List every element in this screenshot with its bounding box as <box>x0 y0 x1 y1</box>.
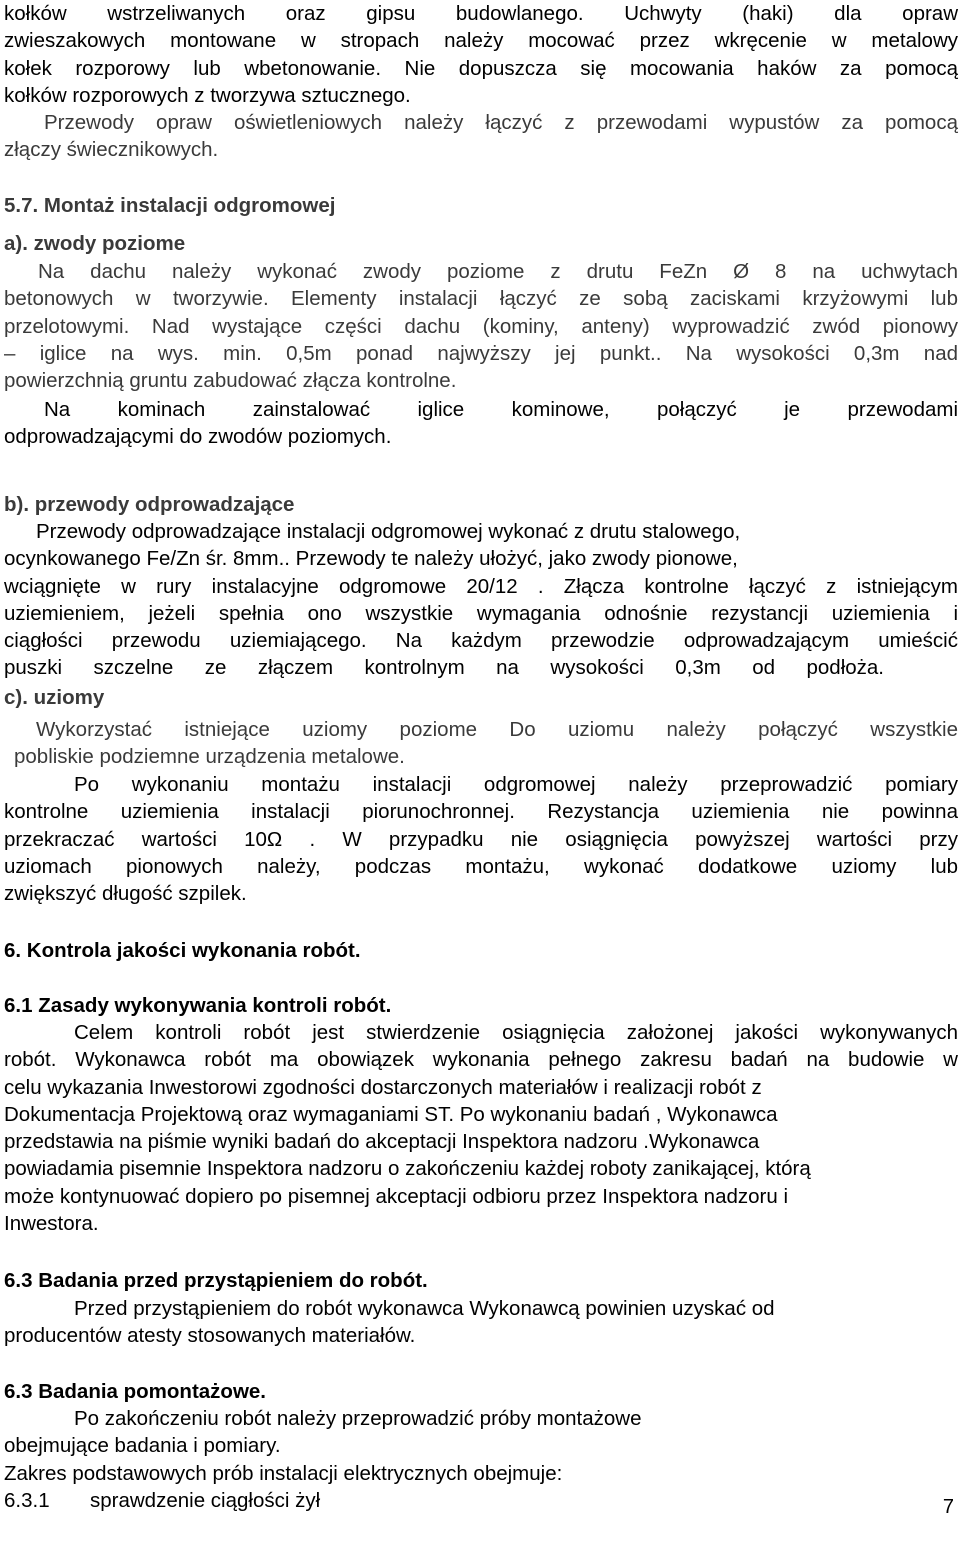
paragraph-line: robót. Wykonawca robót ma obowiązek wykonania pełnego zakresu badań na budowie w <box>4 1048 958 1072</box>
paragraph-line: odprowadzającymi do zwodów poziomych. <box>4 425 392 449</box>
paragraph-line: Celem kontroli robót jest stwierdzenie osiągnięcia założonej jakości wykonywanych <box>74 1021 958 1044</box>
paragraph-line: Po zakończeniu robót należy przeprowadzić próby montażowe <box>74 1407 642 1430</box>
subsection-a-body <box>4 258 958 394</box>
paragraph-line: Po wykonaniu montażu instalacji odgromowej należy przeprowadzić pomiary <box>74 773 958 796</box>
paragraph-line: Zakres podstawowych prób instalacji elektrycznych obejmuje: <box>4 1461 563 1485</box>
paragraph-line: powiadamia pisemnie Inspektora nadzoru o zakończeniu każdej roboty zanikającej, którą <box>4 1157 811 1181</box>
paragraph-line: Inwestora. <box>4 1212 99 1236</box>
paragraph-line: powierzchnią gruntu zabudować złącza kontrolne. <box>4 369 457 393</box>
paragraph-line: zwiększyć długość szpilek. <box>4 882 247 906</box>
list-item-text: sprawdzenie ciągłości żył <box>90 1488 321 1512</box>
subsection-heading-6-3-pomontazowe: 6.3 Badania pomontażowe. <box>4 1380 266 1403</box>
paragraph-line: wciągnięte w rury instalacyjne odgromowe 20/12 . Złącza kontrolne łączyć z istniejącym <box>4 574 958 598</box>
paragraph-line: Przewody odprowadzające instalacji odgromowej wykonać z drutu stalowego, <box>36 520 741 543</box>
paragraph-line: przedstawia na piśmie wyniki badań do akceptacji Inspektora nadzoru .Wykonawca <box>4 1130 760 1154</box>
paragraph-line: pobliskie podziemne urządzenia metalowe. <box>14 745 405 769</box>
subsection-6-3-przed-body <box>4 1295 958 1350</box>
intro-paragraph-2 <box>4 109 958 164</box>
subsection-heading-6-3-przed: 6.3 Badania przed przystąpieniem do robót. <box>4 1269 428 1292</box>
list-item <box>4 1487 958 1514</box>
section-heading-5-7: 5.7. Montaż instalacji odgromowej <box>4 194 336 217</box>
paragraph-line: Na dachu należy wykonać zwody poziome z drutu FeZn Ø 8 na uchwytach <box>38 260 958 283</box>
paragraph-line: uziemieniem, jeżeli spełnia ono wszystkie wymagania odnośnie rezystancji uziemienia i <box>4 601 958 625</box>
paragraph-line: Przewody opraw oświetleniowych należy łączyć z przewodami wypustów za pomocą <box>44 111 958 134</box>
subsection-c-body <box>4 716 958 771</box>
section-heading-6: 6. Kontrola jakości wykonania robót. <box>4 939 361 962</box>
page-number: 7 <box>942 1496 954 1518</box>
paragraph-line: – iglice na wys. min. 0,5m ponad najwyższy jej punkt.. Na wysokości 0,3m nad <box>4 341 958 365</box>
paragraph-line: kołek rozporowy lub wbetonowanie. Nie dopuszcza się mocowania haków za pomocą <box>4 56 958 80</box>
paragraph-line: ciągłości przewodu uziemiającego. Na każdym przewodzie odprowadzającym umieścić <box>4 629 958 653</box>
subsection-heading-c: c). uziomy <box>4 686 105 709</box>
paragraph-line: Przed przystąpieniem do robót wykonawca Wykonawcą powinien uzyskać od <box>74 1297 775 1320</box>
paragraph-line: Na kominach zainstalować iglice kominowe, połączyć je przewodami <box>44 398 958 421</box>
paragraph-line: może kontynuować dopiero po pisemnej akceptacji odbioru przez Inspektora nadzoru i <box>4 1184 789 1208</box>
subsection-c-body-2 <box>4 771 958 907</box>
paragraph-line: kołków rozporowych z tworzywa sztucznego. <box>4 83 411 107</box>
subsection-b-body <box>4 518 958 682</box>
paragraph-line: przekraczać wartości 10Ω . W przypadku nie osiągnięcia powyższej wartości przy <box>4 827 958 851</box>
paragraph-line: producentów atesty stosowanych materiałów. <box>4 1324 416 1348</box>
paragraph-line: kontrolne uziemienia instalacji piorunochronnej. Rezystancja uziemienia nie powinna <box>4 800 958 824</box>
subsection-a-body-2 <box>4 396 958 451</box>
paragraph-line: puszki szczelne ze złączem kontrolnym na wysokości 0,3m od podłoża. <box>4 656 884 680</box>
subsection-6-1-body <box>4 1019 958 1237</box>
paragraph-line: złączy świecznikowych. <box>4 138 219 162</box>
paragraph-line: ocynkowanego Fe/Zn śr. 8mm.. Przewody te należy ułożyć, jako zwody pionowe, <box>4 547 738 571</box>
subsection-6-3-pomontazowe-body <box>4 1405 958 1514</box>
paragraph-line: Dokumentacja Projektową oraz wymaganiami ST. Po wykonaniu badań , Wykonawca <box>4 1102 778 1126</box>
subsection-heading-6-1: 6.1 Zasady wykonywania kontroli robót. <box>4 994 392 1017</box>
intro-paragraph <box>4 0 958 109</box>
subsection-heading-b: b). przewody odprowadzające <box>4 493 295 516</box>
paragraph-line: obejmujące badania i pomiary. <box>4 1434 281 1458</box>
paragraph-line: zwieszakowych montowane w stropach należy mocować przez wkręcenie w metalowy <box>4 29 958 53</box>
paragraph-line: przelotowymi. Nad wystające części dachu (kominy, anteny) wyprowadzić zwód pionowy <box>4 314 958 338</box>
paragraph-line: betonowych w tworzywie. Elementy instalacji łączyć ze sobą zaciskami krzyżowymi lub <box>4 287 958 311</box>
subsection-heading-a: a). zwody poziome <box>4 232 186 255</box>
paragraph-line: uziomach pionowych należy, podczas montażu, wykonać dodatkowe uziomy lub <box>4 854 958 878</box>
paragraph-line: Wykorzystać istniejące uziomy poziome Do uziomu należy połączyć wszystkie <box>36 718 958 741</box>
list-item-number: 6.3.1 <box>4 1488 50 1512</box>
paragraph-line: kołków wstrzeliwanych oraz gipsu budowlanego. Uchwyty (haki) dla opraw <box>4 2 958 25</box>
paragraph-line: celu wykazania Inwestorowi zgodności dostarczonych materiałów i realizacji robót z <box>4 1075 762 1099</box>
